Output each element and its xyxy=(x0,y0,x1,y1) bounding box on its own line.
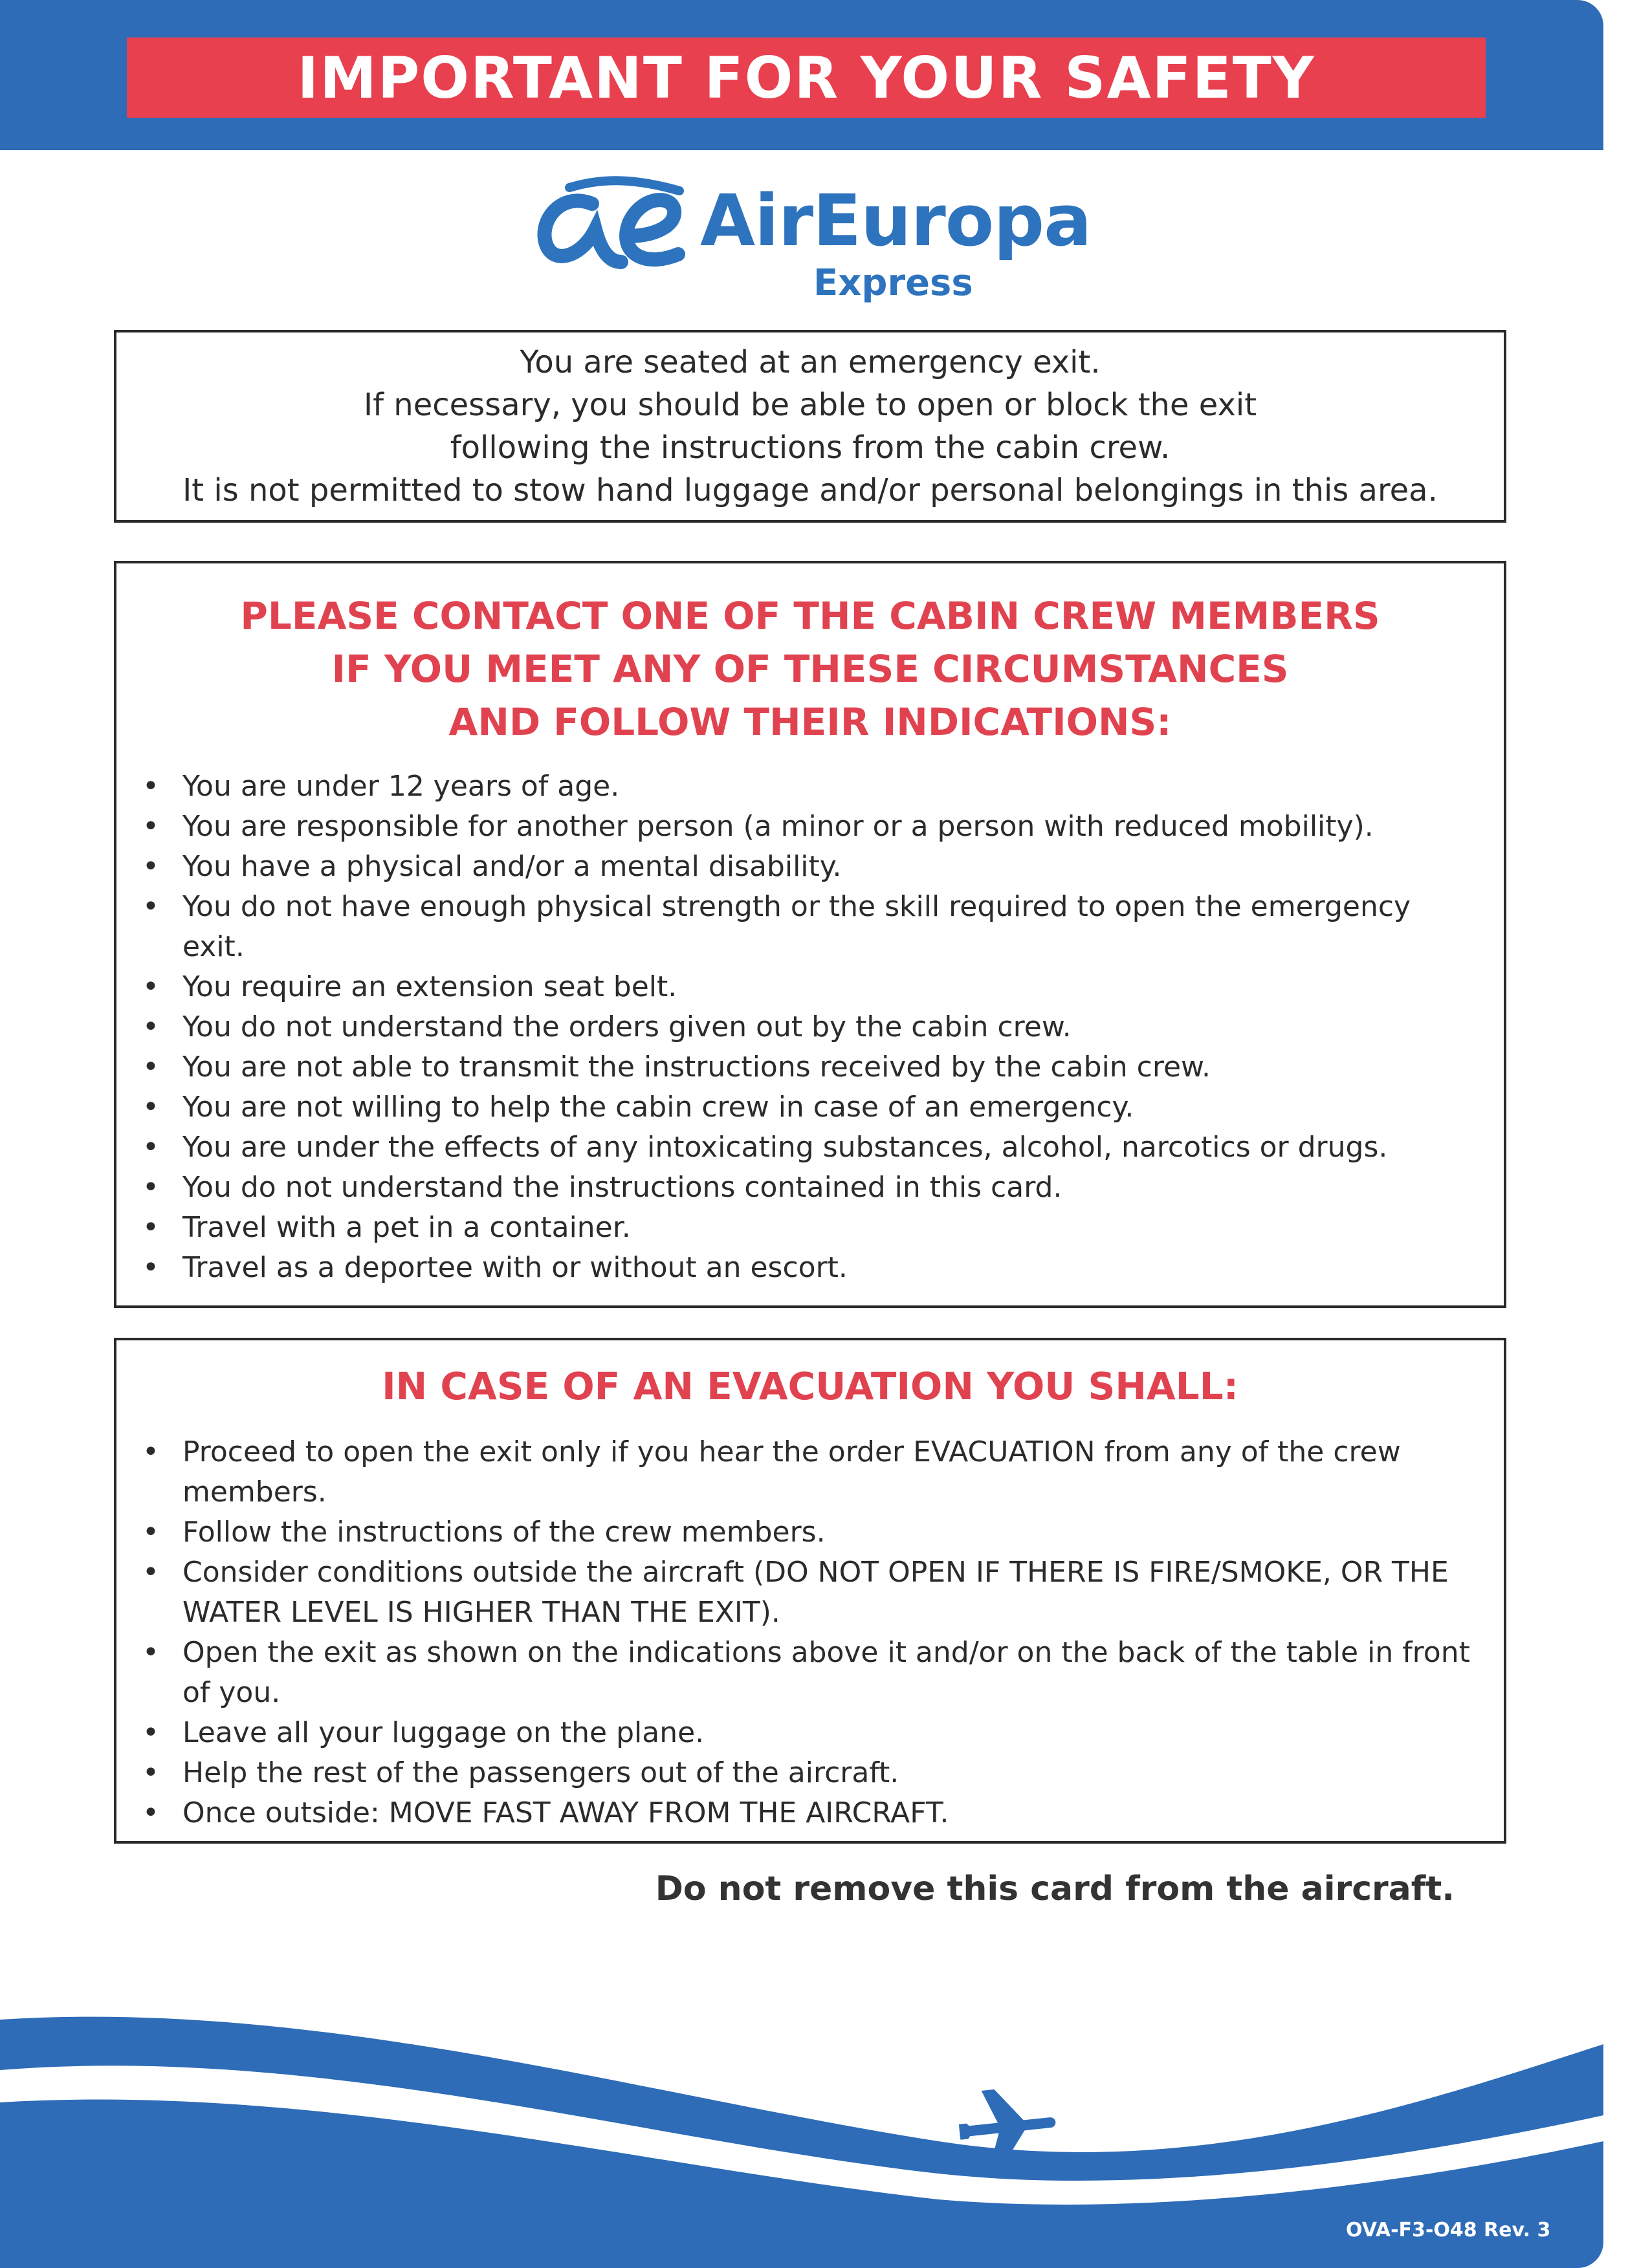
bullet: • xyxy=(142,1010,159,1043)
list-item xyxy=(116,1248,1504,1288)
list-item-text: Consider conditions outside the aircraft (DO NOT OPEN IF THERE IS FIRE/SMOKE, OR THE WATER LEVEL IS HIGHER THAN THE EXIT). xyxy=(182,1556,1449,1629)
bullet: • xyxy=(142,1435,159,1468)
list-item-text: You are under 12 years of age. xyxy=(182,770,620,803)
bullet: • xyxy=(142,1796,159,1829)
list-item-text: You are under the effects of any intoxicating substances, alcohol, narcotics or drugs. xyxy=(182,1131,1388,1164)
list-item xyxy=(116,1432,1504,1512)
list-item-text: Help the rest of the passengers out of the aircraft. xyxy=(182,1756,899,1789)
contact-heading xyxy=(116,589,1504,748)
list-item xyxy=(116,1047,1504,1087)
bullet: • xyxy=(142,770,159,803)
contact-heading-line: IF YOU MEET ANY OF THESE CIRCUMSTANCES xyxy=(331,647,1289,691)
logo-subtitle: Express xyxy=(813,262,973,304)
list-item xyxy=(116,1128,1504,1168)
bullet: • xyxy=(142,850,159,883)
notice-line: You are seated at an emergency exit. xyxy=(520,344,1101,380)
list-item-text: You are not able to transmit the instructions received by the cabin crew. xyxy=(182,1051,1211,1084)
document-code: OVA-F3-O48 Rev. 3 xyxy=(1346,2219,1551,2241)
notice-line: It is not permitted to stow hand luggage and/or personal belongings in this area. xyxy=(182,472,1438,508)
list-item xyxy=(116,1553,1504,1633)
list-item xyxy=(116,767,1504,807)
bullet: • xyxy=(142,1171,159,1204)
list-item-text: Proceed to open the exit only if you hear the order EVACUATION from any of the crew members. xyxy=(182,1435,1401,1509)
list-item xyxy=(116,807,1504,847)
emergency-exit-notice xyxy=(114,330,1506,523)
list-item xyxy=(116,967,1504,1007)
bullet: • xyxy=(142,1131,159,1164)
list-item-text: Open the exit as shown on the indications above it and/or on the back of the table in front of you. xyxy=(182,1636,1470,1709)
list-item-text: Follow the instructions of the crew members. xyxy=(182,1516,826,1549)
bullet: • xyxy=(142,1091,159,1124)
evacuation-heading: IN CASE OF AN EVACUATION YOU SHALL: xyxy=(382,1364,1238,1408)
list-item-text: You require an extension seat belt. xyxy=(182,970,677,1003)
list-item xyxy=(116,1208,1504,1248)
bullet: • xyxy=(142,970,159,1003)
list-item-text: You do not have enough physical strength or the skill required to open the emergency exit. xyxy=(182,890,1411,963)
notice-line: following the instructions from the cabin crew. xyxy=(450,430,1171,466)
list-item-text: You do not understand the instructions contained in this card. xyxy=(182,1171,1062,1204)
list-item xyxy=(116,1007,1504,1047)
list-item-text: Travel with a pet in a container. xyxy=(182,1211,631,1244)
list-item xyxy=(116,887,1504,967)
list-item xyxy=(116,847,1504,887)
list-item xyxy=(116,1633,1504,1713)
card-notice: Do not remove this card from the aircraft. xyxy=(655,1870,1455,1908)
list-item xyxy=(116,1168,1504,1208)
bullet: • xyxy=(142,1756,159,1789)
list-item-text: You are responsible for another person (a minor or a person with reduced mobility). xyxy=(182,810,1374,843)
evacuation-list xyxy=(116,1432,1504,1833)
list-item-text: Travel as a deportee with or without an escort. xyxy=(182,1251,848,1284)
logo-name: AirEuropa xyxy=(700,179,1092,262)
list-item xyxy=(116,1753,1504,1793)
contact-heading-line: PLEASE CONTACT ONE OF THE CABIN CREW MEMBERS xyxy=(240,594,1380,638)
bullet: • xyxy=(142,1716,159,1749)
bullet: • xyxy=(142,810,159,843)
contact-list xyxy=(116,767,1504,1288)
notice-line: If necessary, you should be able to open or block the exit xyxy=(363,387,1257,423)
ae-logo-mark xyxy=(531,165,692,275)
bullet: • xyxy=(142,1516,159,1549)
bullet: • xyxy=(142,1051,159,1084)
list-item xyxy=(116,1087,1504,1128)
list-item-text: Once outside: MOVE FAST AWAY FROM THE AIRCRAFT. xyxy=(182,1796,949,1829)
list-item-text: You do not understand the orders given out by the cabin crew. xyxy=(182,1010,1072,1043)
contact-crew-section xyxy=(114,561,1506,1308)
evacuation-section xyxy=(114,1338,1506,1844)
list-item-text: You are not willing to help the cabin crew in case of an emergency. xyxy=(182,1091,1134,1124)
page-title: IMPORTANT FOR YOUR SAFETY xyxy=(297,44,1315,111)
list-item xyxy=(116,1713,1504,1753)
bullet: • xyxy=(142,1251,159,1284)
contact-heading-line: AND FOLLOW THEIR INDICATIONS: xyxy=(448,700,1172,744)
bullet: • xyxy=(142,1211,159,1244)
title-banner xyxy=(127,38,1486,118)
bullet: • xyxy=(142,890,159,923)
list-item xyxy=(116,1793,1504,1833)
air-europa-logo xyxy=(531,165,1113,307)
list-item-text: Leave all your luggage on the plane. xyxy=(182,1716,705,1749)
list-item-text: You have a physical and/or a mental disability. xyxy=(182,850,842,883)
list-item xyxy=(116,1512,1504,1553)
bullet: • xyxy=(142,1556,159,1589)
bullet: • xyxy=(142,1636,159,1669)
